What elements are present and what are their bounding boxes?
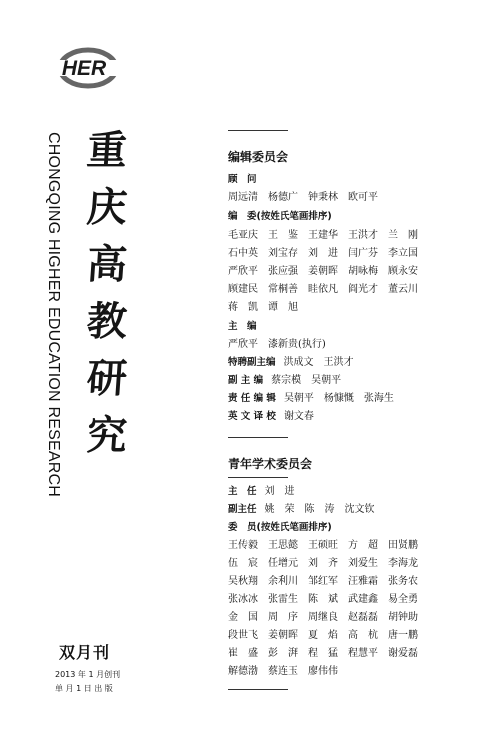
deputy-names: 蔡宗模 吴朝平 (271, 375, 342, 386)
deputy-row (228, 374, 341, 387)
members-row: 顾建民 常桐善 眭依凡 阎光才 董云川 (228, 284, 418, 295)
director-names: 刘 进 (264, 486, 295, 497)
advisors-label: 顾 问 (228, 174, 257, 185)
special-deputy-row (228, 356, 354, 369)
vice-names: 姚 荣 陈 涛 沈文钦 (264, 504, 375, 515)
title-char: 研 (85, 355, 129, 402)
advisors-label-row (228, 173, 257, 186)
managing-label: 责 任 编 辑 (228, 393, 276, 404)
english-title (38, 132, 62, 497)
title-char: 高 (85, 241, 129, 288)
youth-members-row: 吴秋翔 余利川 邹红军 汪雅霜 张务农 (228, 576, 418, 587)
youth-members-row: 段世飞 姜朝晖 夏 焰 高 杭 唐一鹏 (228, 630, 418, 641)
english-title-text: CHONGQING HIGHER EDUCATION RESEARCH (45, 132, 62, 497)
members-label: 编 委(按姓氏笔画排序) (228, 211, 332, 222)
special-deputy-label: 特聘副主编 (228, 357, 276, 368)
english-editor-row (228, 410, 314, 423)
special-deputy-names: 洪成文 王洪才 (283, 357, 354, 368)
members-row: 蒋 凯 谭 旭 (228, 302, 298, 313)
divider (228, 477, 288, 478)
title-char: 重 (85, 127, 129, 174)
her-logo (46, 44, 122, 92)
founded-date: 2013 年 1 月创刊 (55, 670, 121, 679)
managing-names: 吴朝平 杨慷慨 张海生 (283, 393, 394, 404)
issue-date: 单 月 1 日 出 版 (55, 684, 113, 693)
vice-row (228, 503, 375, 516)
divider (228, 130, 288, 131)
director-label: 主 任 (228, 486, 257, 497)
chinese-title (84, 122, 130, 464)
youth-board-title: 青年学术委员会 (228, 457, 313, 471)
vice-label: 副主任 (228, 504, 257, 515)
chief-label: 主 编 (228, 321, 257, 332)
divider (228, 689, 288, 690)
youth-members-row: 崔 盛 彭 湃 程 猛 程慧平 谢爱磊 (228, 648, 418, 659)
title-char: 究 (85, 412, 129, 459)
editorial-board-title: 编辑委员会 (228, 150, 289, 164)
youth-members-label: 委 员(按姓氏笔画排序) (228, 522, 332, 533)
title-char: 教 (85, 298, 129, 345)
deputy-label: 副 主 编 (228, 375, 264, 386)
divider (228, 437, 288, 438)
youth-members-row: 解德渤 蔡连玉 廖伟伟 (228, 666, 338, 677)
frequency: 双月刊 (59, 643, 111, 662)
chief-names: 严欣平 漆新贵(执行) (228, 339, 326, 350)
english-editor-label: 英 文 译 校 (228, 411, 276, 422)
members-row: 严欣平 张应强 姜朝晖 胡咏梅 顾永安 (228, 266, 418, 277)
youth-members-label-row (228, 521, 332, 534)
managing-row (228, 392, 394, 405)
youth-members-row: 伍 宸 任增元 刘 齐 刘爱生 李海龙 (228, 558, 418, 569)
members-row: 毛亚庆 王 鉴 王建华 王洪才 兰 刚 (228, 230, 418, 241)
chief-label-row (228, 320, 257, 333)
director-row (228, 485, 295, 498)
logo-icon (46, 44, 122, 92)
youth-members-row: 王传毅 王思懿 王硕旺 方 超 田贤鹏 (228, 540, 418, 551)
advisors-names: 周远清 杨德广 钟秉林 欧可平 (228, 192, 378, 203)
youth-members-row: 张冰冰 张雷生 陈 斌 武建鑫 易全勇 (228, 594, 418, 605)
members-label-row (228, 210, 332, 223)
title-char: 庆 (85, 184, 129, 231)
members-row: 石中英 刘宝存 刘 进 闫广芬 李立国 (228, 248, 418, 259)
youth-members-row: 金 国 周 序 周继良 赵磊磊 胡钟助 (228, 612, 418, 623)
logo-text: HER (61, 57, 107, 80)
publication-info (55, 640, 175, 694)
english-editor-names: 谢文春 (283, 411, 314, 422)
